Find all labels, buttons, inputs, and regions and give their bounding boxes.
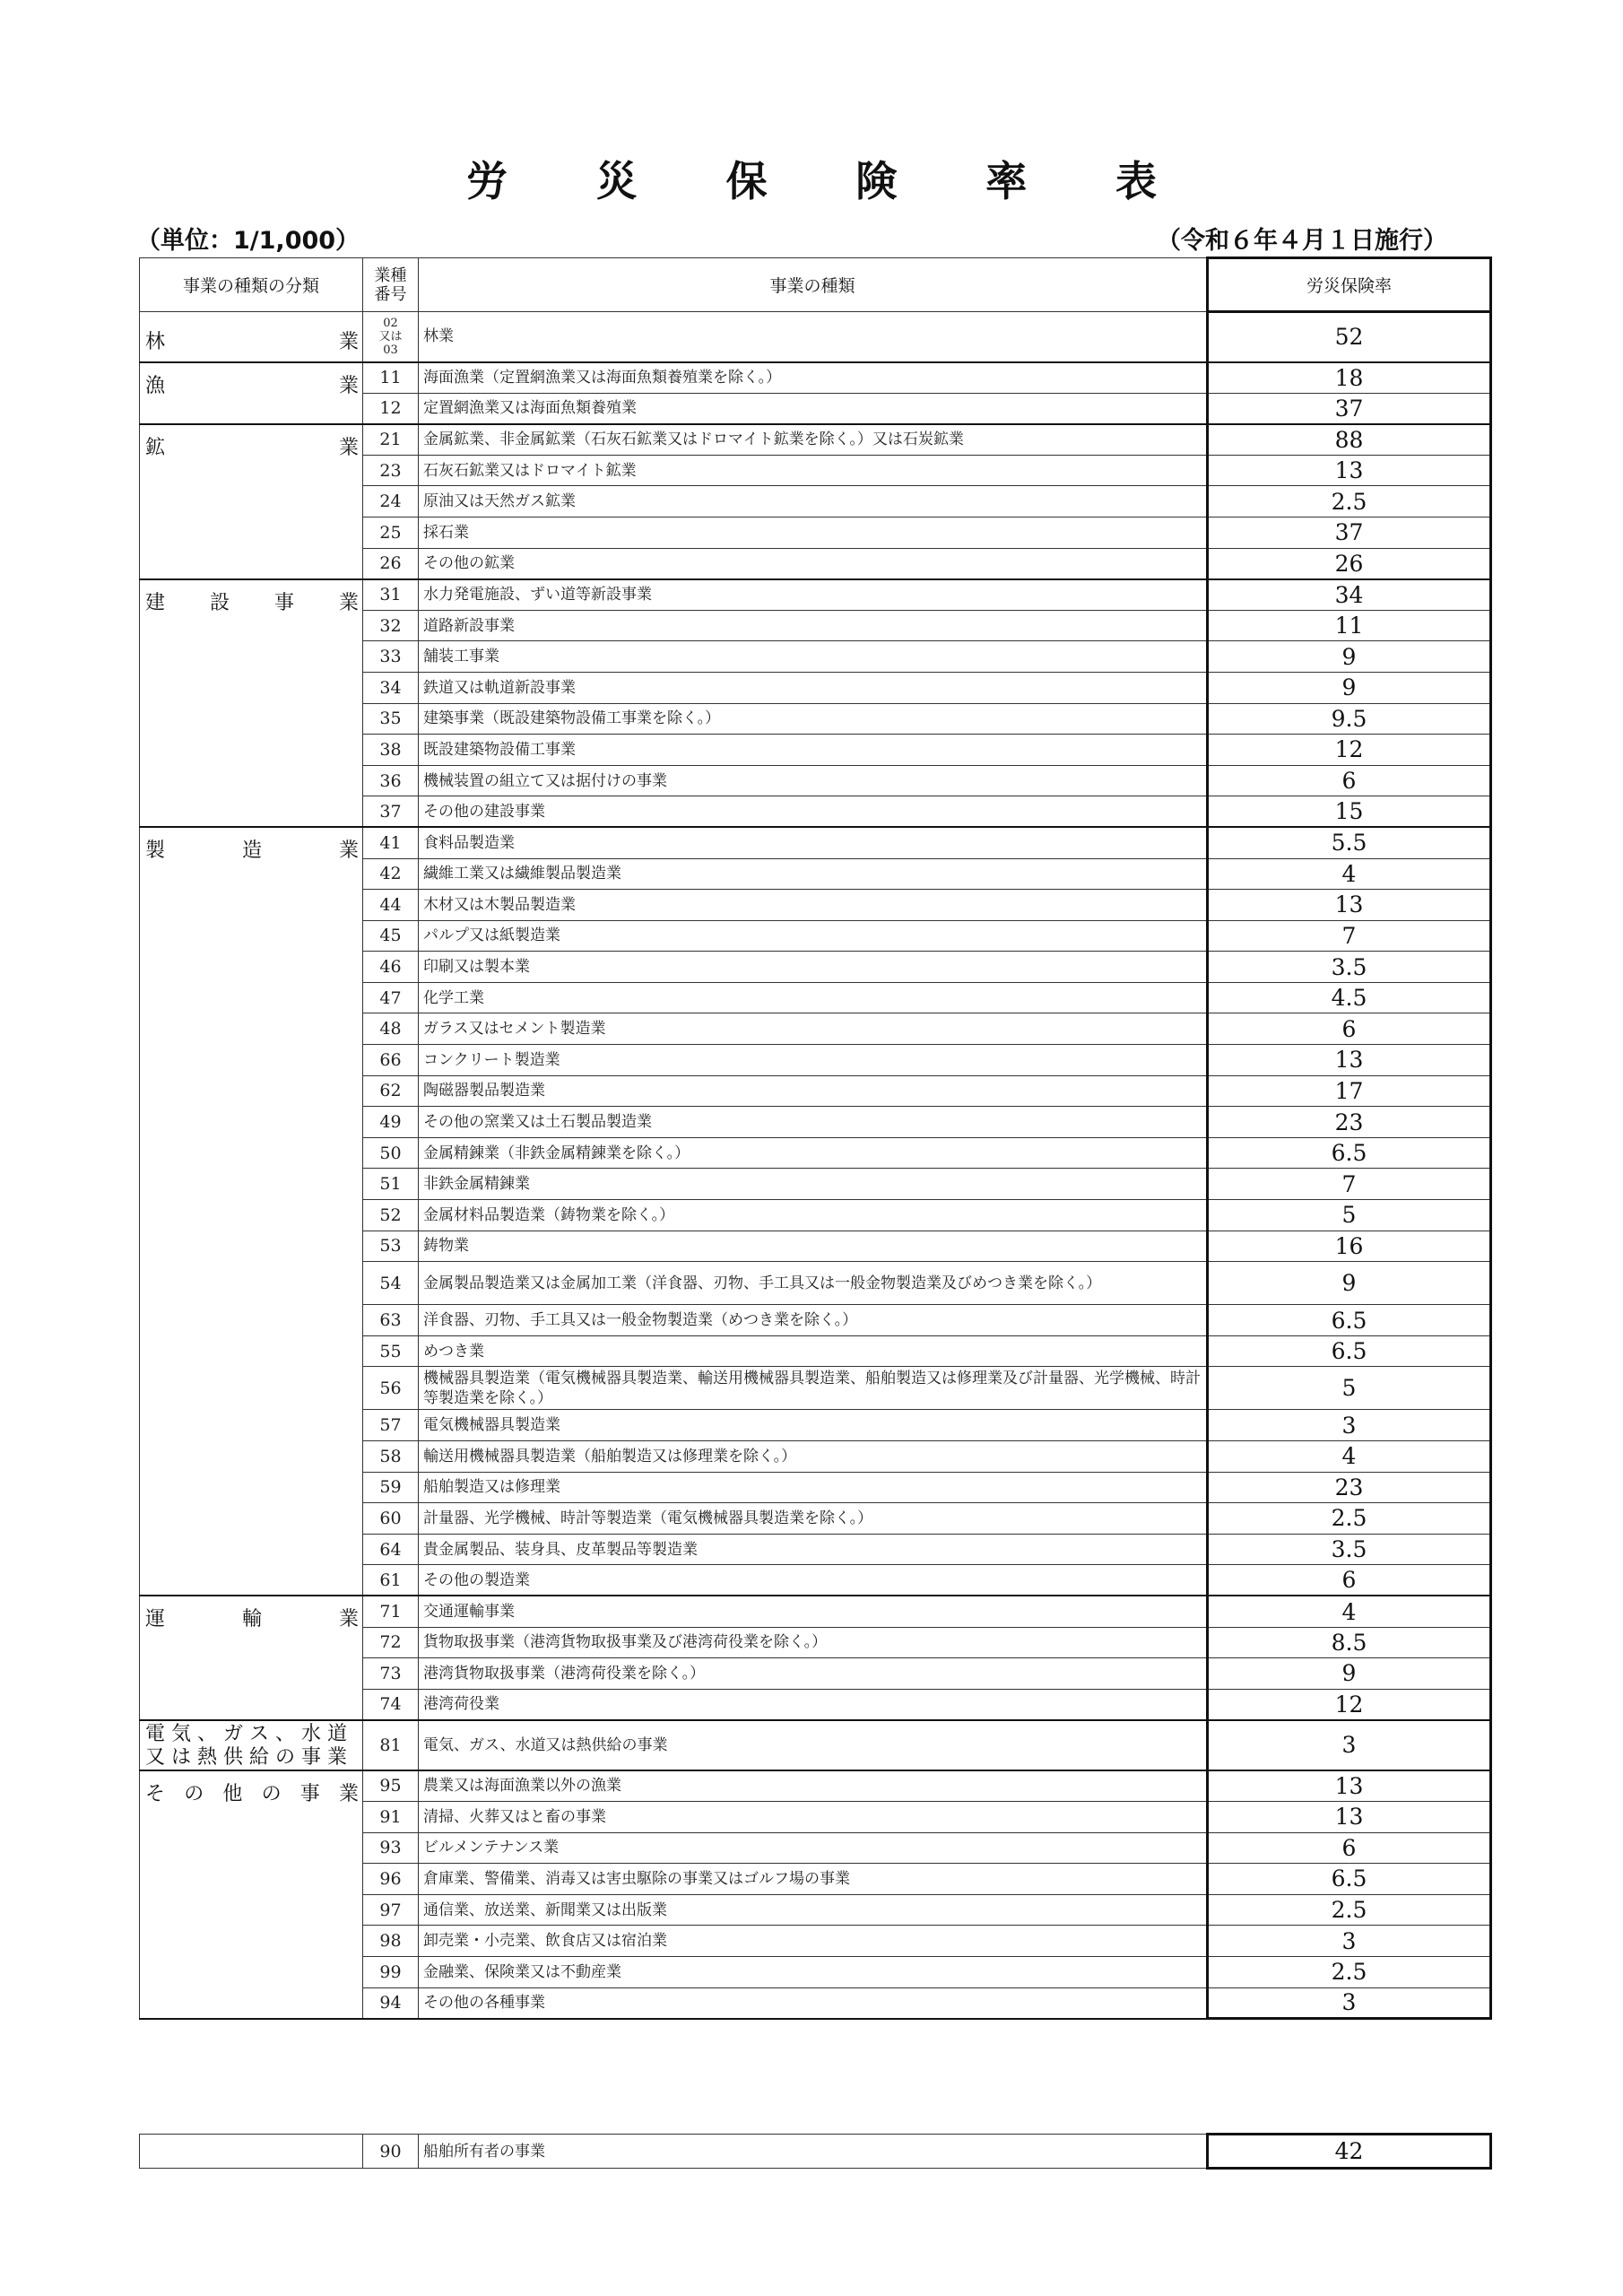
row-code: 38 bbox=[363, 735, 419, 766]
page-title: 労 災 保 険 率 表 bbox=[465, 157, 1194, 205]
row-type: その他の建設事業 bbox=[419, 796, 1208, 828]
row-type: 林業 bbox=[419, 312, 1208, 362]
category-label bbox=[145, 432, 359, 460]
category-label-char: 林 bbox=[145, 330, 166, 353]
row-type: 機械器具製造業（電気機械器具製造業、輸送用機械器具製造業、船舶製造又は修理業及び計量器、光学機械、時計等製造業を除く。） bbox=[419, 1367, 1208, 1410]
table-row bbox=[140, 827, 1491, 858]
row-type: 輸送用機械器具製造業（船舶製造又は修理業を除く。） bbox=[419, 1441, 1208, 1473]
row-code: 57 bbox=[363, 1410, 419, 1441]
row-rate: 9 bbox=[1208, 672, 1491, 703]
row-rate: 4 bbox=[1208, 1441, 1491, 1473]
row-rate: 34 bbox=[1208, 579, 1491, 611]
table-row bbox=[140, 424, 1491, 456]
category-label-char: 建 bbox=[145, 591, 166, 614]
row-type: 計量器、光学機械、時計等製造業（電気機械器具製造業を除く。） bbox=[419, 1503, 1208, 1535]
row-code: 12 bbox=[363, 393, 419, 424]
row-type: コンクリート製造業 bbox=[419, 1045, 1208, 1076]
row-code: 63 bbox=[363, 1305, 419, 1336]
category-label-char: 業 bbox=[338, 330, 359, 353]
row-code: 50 bbox=[363, 1137, 419, 1169]
row-code: 62 bbox=[363, 1075, 419, 1107]
category-label-char: 輸 bbox=[241, 1608, 262, 1631]
row-code: 31 bbox=[363, 579, 419, 611]
category-label-char: 運 bbox=[145, 1608, 166, 1631]
row-rate: 37 bbox=[1208, 517, 1491, 548]
row-code: 23 bbox=[363, 455, 419, 486]
category-label-char: 設 bbox=[209, 591, 230, 614]
unit-label: （単位：1/1,000） bbox=[136, 227, 360, 255]
row-rate: 6.5 bbox=[1208, 1305, 1491, 1336]
row-rate: 42 bbox=[1208, 2135, 1491, 2169]
row-code: 73 bbox=[363, 1658, 419, 1690]
row-rate: 6 bbox=[1208, 1832, 1491, 1864]
row-type: 倉庫業、警備業、消毒又は害虫駆除の事業又はゴルフ場の事業 bbox=[419, 1864, 1208, 1895]
row-rate: 6 bbox=[1208, 1565, 1491, 1596]
row-rate: 15 bbox=[1208, 796, 1491, 828]
category-cell bbox=[140, 1770, 363, 2019]
row-rate: 3 bbox=[1208, 1720, 1491, 1770]
table-row bbox=[140, 1770, 1491, 1802]
row-type: 陶磁器製品製造業 bbox=[419, 1075, 1208, 1107]
table-row bbox=[140, 362, 1491, 394]
row-type: 金属精錬業（非鉄金属精錬業を除く。） bbox=[419, 1137, 1208, 1169]
row-rate: 11 bbox=[1208, 610, 1491, 641]
row-rate: 52 bbox=[1208, 312, 1491, 362]
category-cell bbox=[140, 579, 363, 828]
row-type: 金属材料品製造業（鋳物業を除く。） bbox=[419, 1200, 1208, 1231]
row-rate: 12 bbox=[1208, 735, 1491, 766]
row-type: 定置網漁業又は海面魚類養殖業 bbox=[419, 393, 1208, 424]
row-rate: 6.5 bbox=[1208, 1335, 1491, 1367]
row-rate: 4 bbox=[1208, 1596, 1491, 1627]
category-label-char: 業 bbox=[338, 591, 359, 614]
row-code: 45 bbox=[363, 920, 419, 952]
row-type: 水力発電施設、ずい道等新設事業 bbox=[419, 579, 1208, 611]
row-rate: 2.5 bbox=[1208, 486, 1491, 517]
header-category: 事業の種類の分類 bbox=[140, 258, 363, 312]
category-cell bbox=[140, 362, 363, 424]
category-label-char: 業 bbox=[338, 1608, 359, 1631]
ship-owner-row bbox=[140, 2135, 1491, 2169]
row-type: パルプ又は紙製造業 bbox=[419, 920, 1208, 952]
row-code: 51 bbox=[363, 1169, 419, 1200]
ship-owner-category-cell bbox=[140, 2135, 363, 2169]
row-rate: 12 bbox=[1208, 1689, 1491, 1720]
row-type: 道路新設事業 bbox=[419, 610, 1208, 641]
row-type: 鋳物業 bbox=[419, 1231, 1208, 1262]
row-code: 32 bbox=[363, 610, 419, 641]
row-type: その他の鉱業 bbox=[419, 548, 1208, 579]
row-code: 81 bbox=[363, 1720, 419, 1770]
row-code: 02 又は 03 bbox=[363, 312, 419, 362]
row-type: 港湾荷役業 bbox=[419, 1689, 1208, 1720]
row-type: 非鉄金属精錬業 bbox=[419, 1169, 1208, 1200]
row-code: 58 bbox=[363, 1441, 419, 1473]
row-code: 72 bbox=[363, 1627, 419, 1658]
effective-date-label: （令和６年４月１日施行） bbox=[1157, 227, 1447, 255]
row-rate: 6 bbox=[1208, 765, 1491, 796]
ship-owner-table bbox=[139, 2133, 1492, 2170]
row-code: 96 bbox=[363, 1864, 419, 1895]
row-type: 農業又は海面漁業以外の漁業 bbox=[419, 1770, 1208, 1802]
row-type: 港湾貨物取扱事業（港湾荷役業を除く。） bbox=[419, 1658, 1208, 1690]
row-rate: 26 bbox=[1208, 548, 1491, 579]
row-type: 交通運輸事業 bbox=[419, 1596, 1208, 1627]
category-label-char: 事 bbox=[299, 1782, 320, 1805]
row-type: 貨物取扱事業（港湾貨物取扱事業及び港湾荷役業を除く。） bbox=[419, 1627, 1208, 1658]
table-row bbox=[140, 1596, 1491, 1627]
category-label-char: そ bbox=[145, 1782, 166, 1805]
row-rate: 7 bbox=[1208, 920, 1491, 952]
row-type: 木材又は木製品製造業 bbox=[419, 890, 1208, 921]
row-code: 54 bbox=[363, 1262, 419, 1305]
row-code: 48 bbox=[363, 1013, 419, 1045]
category-label-char: 業 bbox=[338, 374, 359, 397]
header-rate: 労災保険率 bbox=[1208, 258, 1491, 312]
row-rate: 9 bbox=[1208, 641, 1491, 673]
row-rate: 13 bbox=[1208, 890, 1491, 921]
category-label bbox=[145, 587, 359, 615]
row-code: 36 bbox=[363, 765, 419, 796]
row-code: 52 bbox=[363, 1200, 419, 1231]
row-rate: 23 bbox=[1208, 1472, 1491, 1503]
row-rate: 7 bbox=[1208, 1169, 1491, 1200]
category-cell bbox=[140, 827, 363, 1596]
row-type: 鉄道又は軌道新設事業 bbox=[419, 672, 1208, 703]
table-row bbox=[140, 1720, 1491, 1770]
row-type: 採石業 bbox=[419, 517, 1208, 548]
row-rate: 13 bbox=[1208, 1045, 1491, 1076]
category-label bbox=[145, 835, 359, 863]
row-type: ガラス又はセメント製造業 bbox=[419, 1013, 1208, 1045]
row-code: 41 bbox=[363, 827, 419, 858]
row-code: 59 bbox=[363, 1472, 419, 1503]
row-rate: 88 bbox=[1208, 424, 1491, 456]
category-label-char: の bbox=[261, 1782, 282, 1805]
row-code: 46 bbox=[363, 952, 419, 983]
row-rate: 3 bbox=[1208, 1926, 1491, 1957]
row-code: 91 bbox=[363, 1801, 419, 1832]
table-row bbox=[140, 579, 1491, 611]
category-label bbox=[145, 326, 359, 354]
row-type: 原油又は天然ガス鉱業 bbox=[419, 486, 1208, 517]
row-code: 94 bbox=[363, 1987, 419, 2019]
row-type: 石灰石鉱業又はドロマイト鉱業 bbox=[419, 455, 1208, 486]
row-type: 船舶製造又は修理業 bbox=[419, 1472, 1208, 1503]
category-label-line: 又 は 熱 供 給 の 事 業 bbox=[145, 1745, 347, 1769]
row-rate: 6 bbox=[1208, 1013, 1491, 1045]
row-code: 98 bbox=[363, 1926, 419, 1957]
row-rate: 5 bbox=[1208, 1200, 1491, 1231]
category-label-char: 漁 bbox=[145, 374, 166, 397]
row-rate: 3.5 bbox=[1208, 952, 1491, 983]
row-rate: 37 bbox=[1208, 393, 1491, 424]
header-code: 業種 番号 bbox=[363, 258, 419, 312]
row-rate: 3 bbox=[1208, 1410, 1491, 1441]
row-type: ビルメンテナンス業 bbox=[419, 1832, 1208, 1864]
table-row bbox=[140, 312, 1491, 362]
row-code: 60 bbox=[363, 1503, 419, 1535]
row-code: 33 bbox=[363, 641, 419, 673]
row-type: 舗装工事業 bbox=[419, 641, 1208, 673]
row-code: 47 bbox=[363, 982, 419, 1013]
row-code: 74 bbox=[363, 1689, 419, 1720]
row-code: 49 bbox=[363, 1107, 419, 1138]
row-code: 64 bbox=[363, 1534, 419, 1565]
row-rate: 23 bbox=[1208, 1107, 1491, 1138]
row-rate: 13 bbox=[1208, 1770, 1491, 1802]
row-code: 21 bbox=[363, 424, 419, 456]
row-rate: 6.5 bbox=[1208, 1137, 1491, 1169]
category-label-char: 鉱 bbox=[145, 436, 166, 459]
category-label bbox=[145, 1604, 359, 1631]
category-cell bbox=[140, 1720, 363, 1770]
category-label-char: 業 bbox=[338, 436, 359, 459]
row-code: 35 bbox=[363, 703, 419, 735]
row-code: 37 bbox=[363, 796, 419, 828]
category-cell bbox=[140, 312, 363, 362]
row-code: 34 bbox=[363, 672, 419, 703]
category-label-char: 製 bbox=[145, 839, 166, 863]
row-rate: 18 bbox=[1208, 362, 1491, 394]
category-label-char: 業 bbox=[338, 839, 359, 863]
category-label-char: 業 bbox=[338, 1782, 359, 1805]
row-code: 26 bbox=[363, 548, 419, 579]
row-type: 機械装置の組立て又は据付けの事業 bbox=[419, 765, 1208, 796]
row-rate: 2.5 bbox=[1208, 1503, 1491, 1535]
row-rate: 2.5 bbox=[1208, 1894, 1491, 1926]
row-code: 95 bbox=[363, 1770, 419, 1802]
row-code: 97 bbox=[363, 1894, 419, 1926]
row-type: その他の窯業又は土石製品製造業 bbox=[419, 1107, 1208, 1138]
row-code: 42 bbox=[363, 858, 419, 890]
category-cell bbox=[140, 1596, 363, 1719]
row-rate: 13 bbox=[1208, 455, 1491, 486]
row-code: 25 bbox=[363, 517, 419, 548]
row-rate: 3.5 bbox=[1208, 1534, 1491, 1565]
row-type: 印刷又は製本業 bbox=[419, 952, 1208, 983]
header-row bbox=[140, 258, 1491, 312]
row-code: 44 bbox=[363, 890, 419, 921]
row-type: 電気機械器具製造業 bbox=[419, 1410, 1208, 1441]
row-type: 船舶所有者の事業 bbox=[419, 2135, 1208, 2169]
row-code: 90 bbox=[363, 2135, 419, 2169]
row-rate: 3 bbox=[1208, 1987, 1491, 2019]
category-label-char: 他 bbox=[222, 1782, 243, 1805]
row-type: 海面漁業（定置網漁業又は海面魚類養殖業を除く。） bbox=[419, 362, 1208, 394]
category-cell bbox=[140, 424, 363, 579]
rate-table bbox=[139, 257, 1492, 2020]
row-type: 金融業、保険業又は不動産業 bbox=[419, 1956, 1208, 1987]
row-type: 金属製品製造業又は金属加工業（洋食器、刃物、手工具又は一般金物製造業及びめつき業を除く。） bbox=[419, 1262, 1208, 1305]
row-type: 卸売業・小売業、飲食店又は宿泊業 bbox=[419, 1926, 1208, 1957]
category-label bbox=[145, 370, 359, 398]
row-code: 56 bbox=[363, 1367, 419, 1410]
row-type: 洋食器、刃物、手工具又は一般金物製造業（めつき業を除く。） bbox=[419, 1305, 1208, 1336]
row-type: 金属鉱業、非金属鉱業（石灰石鉱業又はドロマイト鉱業を除く。）又は石炭鉱業 bbox=[419, 424, 1208, 456]
row-type: その他の製造業 bbox=[419, 1565, 1208, 1596]
row-rate: 5.5 bbox=[1208, 827, 1491, 858]
row-type: その他の各種事業 bbox=[419, 1987, 1208, 2019]
row-rate: 4.5 bbox=[1208, 982, 1491, 1013]
row-code: 55 bbox=[363, 1335, 419, 1367]
row-code: 93 bbox=[363, 1832, 419, 1864]
row-type: 食料品製造業 bbox=[419, 827, 1208, 858]
category-label bbox=[145, 1779, 359, 1806]
row-code: 66 bbox=[363, 1045, 419, 1076]
category-label-char: 事 bbox=[273, 591, 294, 614]
row-code: 71 bbox=[363, 1596, 419, 1627]
row-code: 61 bbox=[363, 1565, 419, 1596]
row-rate: 5 bbox=[1208, 1367, 1491, 1410]
row-rate: 16 bbox=[1208, 1231, 1491, 1262]
row-rate: 2.5 bbox=[1208, 1956, 1491, 1987]
row-rate: 9 bbox=[1208, 1262, 1491, 1305]
row-rate: 17 bbox=[1208, 1075, 1491, 1107]
row-type: 貴金属製品、装身具、皮革製品等製造業 bbox=[419, 1534, 1208, 1565]
category-label-char: 造 bbox=[241, 839, 262, 863]
row-type: 繊維工業又は繊維製品製造業 bbox=[419, 858, 1208, 890]
row-type: 通信業、放送業、新聞業又は出版業 bbox=[419, 1894, 1208, 1926]
row-code: 99 bbox=[363, 1956, 419, 1987]
row-rate: 8.5 bbox=[1208, 1627, 1491, 1658]
row-rate: 9 bbox=[1208, 1658, 1491, 1690]
row-type: 清掃、火葬又はと畜の事業 bbox=[419, 1801, 1208, 1832]
row-type: 電気、ガス、水道又は熱供給の事業 bbox=[419, 1720, 1208, 1770]
row-type: 既設建築物設備工事業 bbox=[419, 735, 1208, 766]
row-rate: 9.5 bbox=[1208, 703, 1491, 735]
row-type: 建築事業（既設建築物設備工事業を除く。） bbox=[419, 703, 1208, 735]
row-rate: 6.5 bbox=[1208, 1864, 1491, 1895]
row-type: 化学工業 bbox=[419, 982, 1208, 1013]
row-code: 24 bbox=[363, 486, 419, 517]
category-label-char: の bbox=[184, 1782, 204, 1805]
category-label-line: 電 気 、 ガ ス 、 水 道 bbox=[145, 1722, 347, 1745]
row-code: 53 bbox=[363, 1231, 419, 1262]
header-type: 事業の種類 bbox=[419, 258, 1208, 312]
row-rate: 13 bbox=[1208, 1801, 1491, 1832]
row-rate: 4 bbox=[1208, 858, 1491, 890]
row-code: 11 bbox=[363, 362, 419, 394]
row-type: めつき業 bbox=[419, 1335, 1208, 1367]
